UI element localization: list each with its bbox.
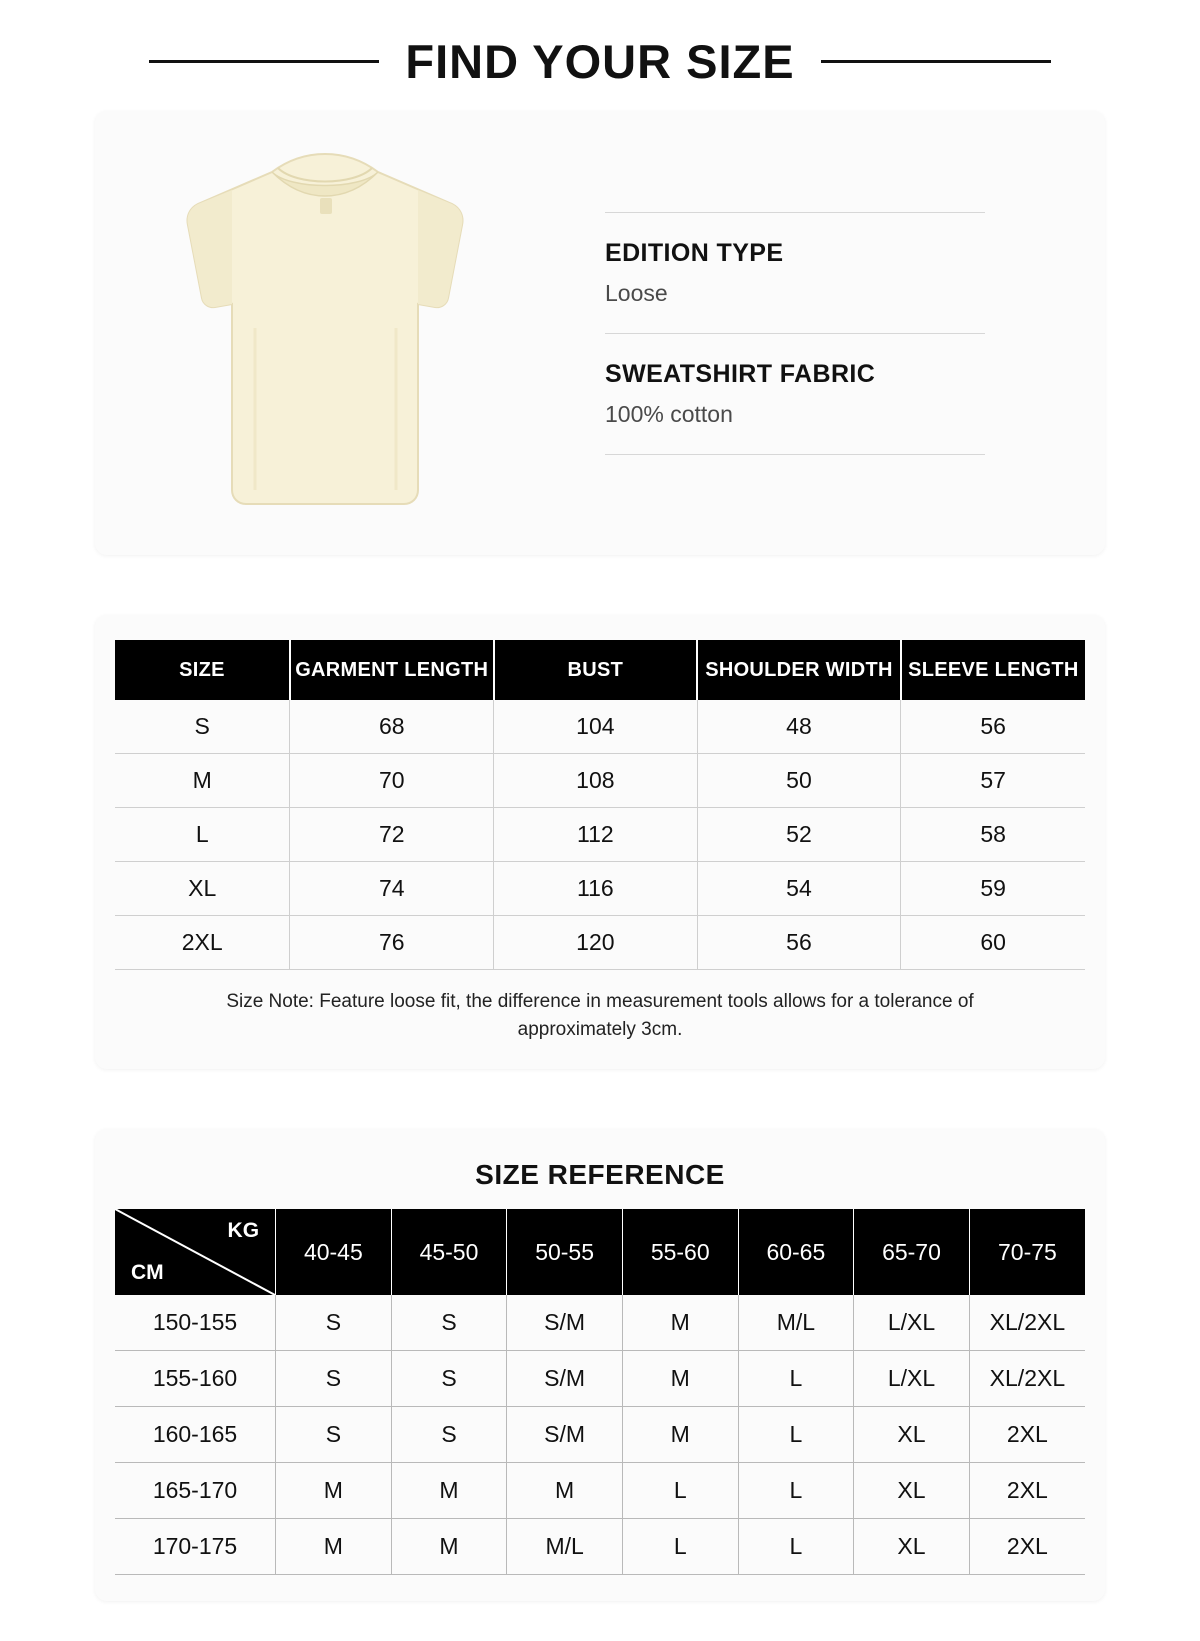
cell-size: M: [622, 1407, 738, 1463]
reference-table-head: [115, 1209, 1085, 1295]
cell-size: XL: [854, 1519, 970, 1575]
product-image: [125, 133, 525, 533]
cell-size: L: [115, 808, 290, 862]
detail-label: EDITION TYPE: [605, 238, 784, 267]
col-shoulder-width: SHOULDER WIDTH: [697, 640, 901, 700]
cell-size: M: [391, 1463, 507, 1519]
cell-size: S: [391, 1351, 507, 1407]
cell-size: S/M: [507, 1407, 623, 1463]
product-info-card: [95, 111, 1105, 555]
cell-size: M: [276, 1463, 392, 1519]
detail-sweatshirt-fabric: [605, 334, 985, 454]
cell-size: XL/2XL: [969, 1295, 1085, 1351]
cell-garment-length: 76: [290, 916, 494, 970]
cell-garment-length: 70: [290, 754, 494, 808]
page-title-row: [0, 0, 1200, 111]
cell-bust: 120: [494, 916, 698, 970]
row-head-height: 150-155: [115, 1295, 276, 1351]
col-weight-55-60: 55-60: [622, 1209, 738, 1295]
corner-label-kg: KG: [227, 1219, 260, 1243]
table-row: [115, 916, 1085, 970]
col-bust: BUST: [494, 640, 698, 700]
cell-bust: 112: [494, 808, 698, 862]
cell-shoulder-width: 50: [697, 754, 901, 808]
cell-size: S: [276, 1351, 392, 1407]
cell-shoulder-width: 54: [697, 862, 901, 916]
detail-label: SWEATSHIRT FABRIC: [605, 359, 876, 388]
col-weight-65-70: 65-70: [854, 1209, 970, 1295]
product-detail-list: [525, 133, 1075, 533]
cell-size: 2XL: [969, 1463, 1085, 1519]
size-table-body: [115, 700, 1085, 970]
cell-shoulder-width: 52: [697, 808, 901, 862]
cell-size: L: [622, 1519, 738, 1575]
table-row: [115, 700, 1085, 754]
col-size: SIZE: [115, 640, 290, 700]
cell-size: S/M: [507, 1351, 623, 1407]
title-rule-right: [821, 60, 1051, 63]
size-reference-card: [95, 1129, 1105, 1601]
size-measurements-card: [95, 615, 1105, 1069]
row-head-height: 160-165: [115, 1407, 276, 1463]
cell-bust: 108: [494, 754, 698, 808]
table-header-row: [115, 640, 1085, 700]
table-row: [115, 754, 1085, 808]
cell-size: S: [276, 1295, 392, 1351]
row-head-height: 170-175: [115, 1519, 276, 1575]
col-sleeve-length: SLEEVE LENGTH: [901, 640, 1085, 700]
cell-garment-length: 68: [290, 700, 494, 754]
cell-size: M/L: [507, 1519, 623, 1575]
size-reference-table: [115, 1209, 1085, 1575]
cell-sleeve-length: 60: [901, 916, 1085, 970]
corner-label-cm: CM: [131, 1261, 164, 1285]
detail-divider-bottom: [605, 454, 985, 455]
row-head-height: 155-160: [115, 1351, 276, 1407]
table-row: [115, 1295, 1085, 1351]
cell-size: M/L: [738, 1295, 854, 1351]
cell-size: S: [391, 1295, 507, 1351]
table-row: [115, 862, 1085, 916]
cell-size: XL: [115, 862, 290, 916]
cell-size: L: [622, 1463, 738, 1519]
cell-bust: 104: [494, 700, 698, 754]
cell-garment-length: 72: [290, 808, 494, 862]
table-header-row: [115, 1209, 1085, 1295]
cell-sleeve-length: 57: [901, 754, 1085, 808]
cell-size: L: [738, 1463, 854, 1519]
cell-shoulder-width: 48: [697, 700, 901, 754]
detail-edition-type: [605, 213, 985, 333]
cell-size: XL: [854, 1407, 970, 1463]
title-rule-left: [149, 60, 379, 63]
cell-sleeve-length: 56: [901, 700, 1085, 754]
corner-header-cell: [115, 1209, 276, 1295]
cell-shoulder-width: 56: [697, 916, 901, 970]
cell-size: M: [622, 1351, 738, 1407]
cell-size: S: [391, 1407, 507, 1463]
cell-size: M: [115, 754, 290, 808]
cell-bust: 116: [494, 862, 698, 916]
cell-size: S: [115, 700, 290, 754]
size-table-head: [115, 640, 1085, 700]
cell-size: 2XL: [115, 916, 290, 970]
col-garment-length: GARMENT LENGTH: [290, 640, 494, 700]
cell-size: XL: [854, 1463, 970, 1519]
table-row: [115, 808, 1085, 862]
cell-size: S: [276, 1407, 392, 1463]
cell-size: L/XL: [854, 1351, 970, 1407]
detail-value: 100% cotton: [605, 400, 733, 427]
size-note: Size Note: Feature loose fit, the difference in measurement tools allows for a tolerance of approximately 3cm.: [226, 991, 974, 1040]
cell-size: M: [622, 1295, 738, 1351]
col-weight-40-45: 40-45: [276, 1209, 392, 1295]
detail-value: Loose: [605, 279, 668, 306]
cell-size: L: [738, 1407, 854, 1463]
cell-size: L/XL: [854, 1295, 970, 1351]
col-weight-60-65: 60-65: [738, 1209, 854, 1295]
cell-size: L: [738, 1519, 854, 1575]
size-measurements-table: [115, 640, 1085, 970]
cell-size: M: [507, 1463, 623, 1519]
table-row: [115, 1407, 1085, 1463]
cell-size: 2XL: [969, 1407, 1085, 1463]
page-title: FIND YOUR SIZE: [405, 35, 795, 88]
cell-size: L: [738, 1351, 854, 1407]
cell-sleeve-length: 58: [901, 808, 1085, 862]
col-weight-45-50: 45-50: [391, 1209, 507, 1295]
cell-size: 2XL: [969, 1519, 1085, 1575]
cell-size: M: [391, 1519, 507, 1575]
cell-size: M: [276, 1519, 392, 1575]
cell-size: S/M: [507, 1295, 623, 1351]
col-weight-70-75: 70-75: [969, 1209, 1085, 1295]
cell-sleeve-length: 59: [901, 862, 1085, 916]
col-weight-50-55: 50-55: [507, 1209, 623, 1295]
table-row: [115, 1351, 1085, 1407]
cell-size: XL/2XL: [969, 1351, 1085, 1407]
table-row: [115, 1463, 1085, 1519]
cell-garment-length: 74: [290, 862, 494, 916]
reference-table-body: [115, 1295, 1085, 1575]
table-row: [115, 1519, 1085, 1575]
row-head-height: 165-170: [115, 1463, 276, 1519]
sweatshirt-icon: [160, 138, 490, 528]
size-reference-title: SIZE REFERENCE: [475, 1159, 725, 1191]
